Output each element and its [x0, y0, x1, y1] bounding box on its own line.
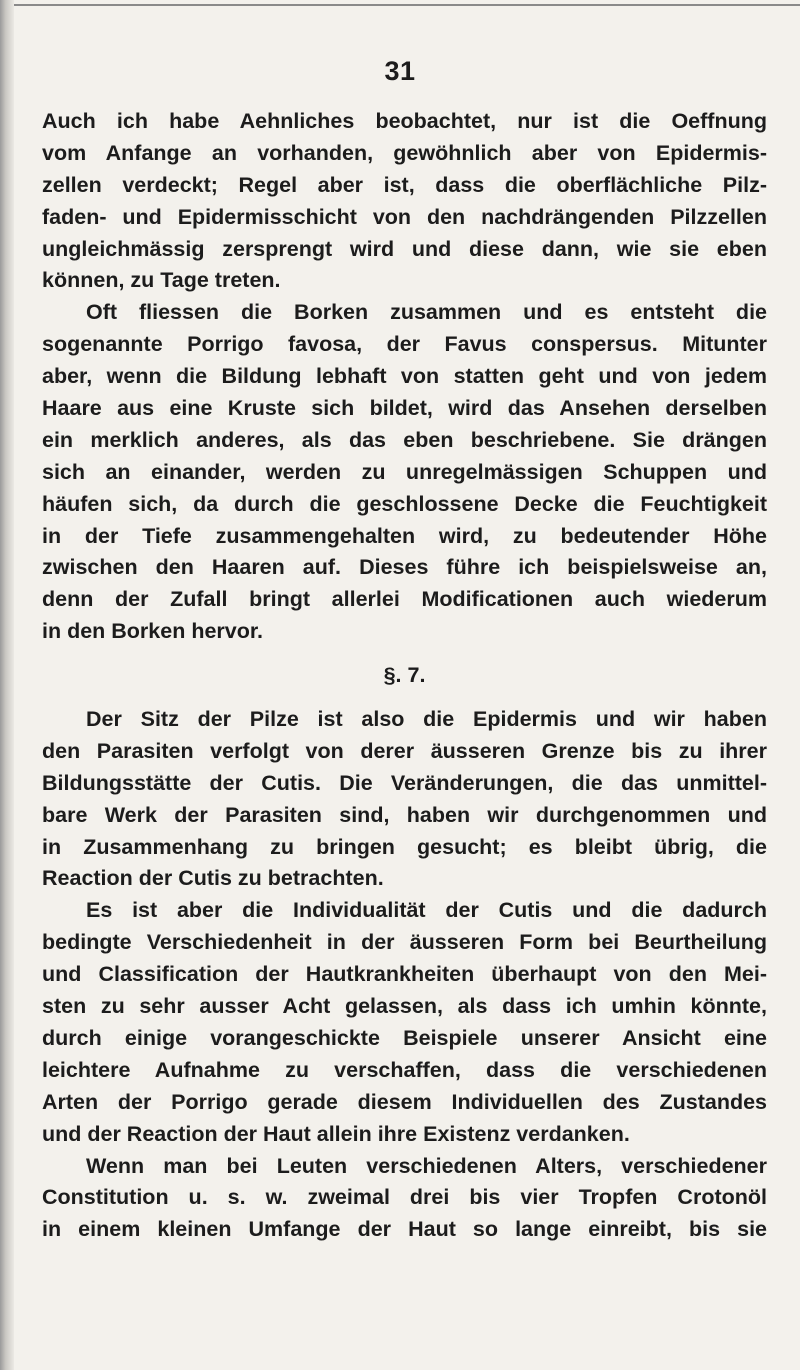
section-heading: §. 7.: [383, 663, 426, 688]
text-line: in der Tiefe zusammengehalten wird, zu bedeutender Höhe: [42, 523, 767, 548]
paragraph: [42, 297, 767, 648]
text-line: in einem kleinen Umfange der Haut so lange einreibt, bis sie: [42, 1217, 767, 1242]
paragraph: [42, 106, 767, 297]
text-line: zwischen den Haaren auf. Dieses führe ich beispielsweise an,: [42, 555, 767, 580]
body-text: [42, 106, 767, 1246]
text-line: können, zu Tage treten.: [42, 268, 281, 293]
text-line: Oft fliessen die Borken zusammen und es entsteht die: [86, 300, 767, 325]
text-line: vom Anfange an vorhanden, gewöhnlich aber von Epidermis-: [42, 140, 767, 165]
text-line: ungleichmässig zersprengt wird und diese dann, wie sie eben: [42, 236, 767, 261]
text-line: Wenn man bei Leuten verschiedenen Alters, verschiedener: [86, 1153, 767, 1178]
text-line: Es ist aber die Individualität der Cutis und die dadurch: [86, 898, 767, 923]
text-line: in den Borken hervor.: [42, 619, 264, 644]
page-binding-edge: [0, 0, 14, 1370]
text-line: häufen sich, da durch die geschlossene Decke die Feuchtigkeit: [42, 491, 767, 516]
text-line: sogenannte Porrigo favosa, der Favus conspersus. Mitunter: [42, 332, 767, 357]
text-line: Arten der Porrigo gerade diesem Individuellen des Zustandes: [42, 1089, 767, 1114]
text-line: Reaction der Cutis zu betrachten.: [42, 866, 384, 891]
text-line: und der Reaction der Haut allein ihre Existenz verdanken.: [42, 1121, 630, 1146]
text-line: Der Sitz der Pilze ist also die Epidermis und wir haben: [86, 707, 767, 732]
text-line: sten zu sehr ausser Acht gelassen, als dass ich umhin könnte,: [42, 994, 767, 1019]
text-line: Bildungsstätte der Cutis. Die Veränderungen, die das unmittel-: [42, 770, 767, 795]
text-line: faden- und Epidermisschicht von den nachdrängenden Pilzzellen: [42, 204, 767, 229]
text-line: in Zusammenhang zu bringen gesucht; es bleibt übrig, die: [42, 834, 767, 859]
paragraph: [42, 704, 767, 895]
text-line: ein merklich anderes, als das eben beschriebene. Sie drängen: [42, 427, 767, 452]
text-line: Auch ich habe Aehnliches beobachtet, nur ist die Oeffnung: [42, 109, 767, 133]
text-line: den Parasiten verfolgt von derer äusseren Grenze bis zu ihrer: [42, 738, 767, 763]
text-line: Constitution u. s. w. zweimal drei bis vier Tropfen Crotonöl: [42, 1185, 767, 1210]
text-line: leichtere Aufnahme zu verschaffen, dass die verschiedenen: [42, 1057, 767, 1082]
text-line: Haare aus eine Kruste sich bildet, wird das Ansehen derselben: [42, 396, 767, 421]
text-line: bare Werk der Parasiten sind, haben wir durchgenommen und: [42, 802, 767, 827]
text-line: und Classification der Hautkrankheiten überhaupt von den Mei-: [42, 962, 767, 987]
page-number: 31: [384, 56, 416, 86]
text-line: durch einige vorangeschickte Beispiele unserer Ansicht eine: [42, 1025, 767, 1050]
text-line: sich an einander, werden zu unregelmässigen Schuppen und: [42, 459, 767, 484]
text-line: aber, wenn die Bildung lebhaft von statten geht und von jedem: [42, 364, 767, 389]
paragraph: [42, 1151, 767, 1247]
text-line: denn der Zufall bringt allerlei Modificationen auch wiederum: [42, 587, 767, 612]
text-line: bedingte Verschiedenheit in der äusseren Form bei Beurtheilung: [42, 930, 767, 955]
text-line: zellen verdeckt; Regel aber ist, dass die oberflächliche Pilz-: [42, 172, 767, 197]
paragraph: [42, 895, 767, 1150]
top-rule: [0, 4, 800, 6]
